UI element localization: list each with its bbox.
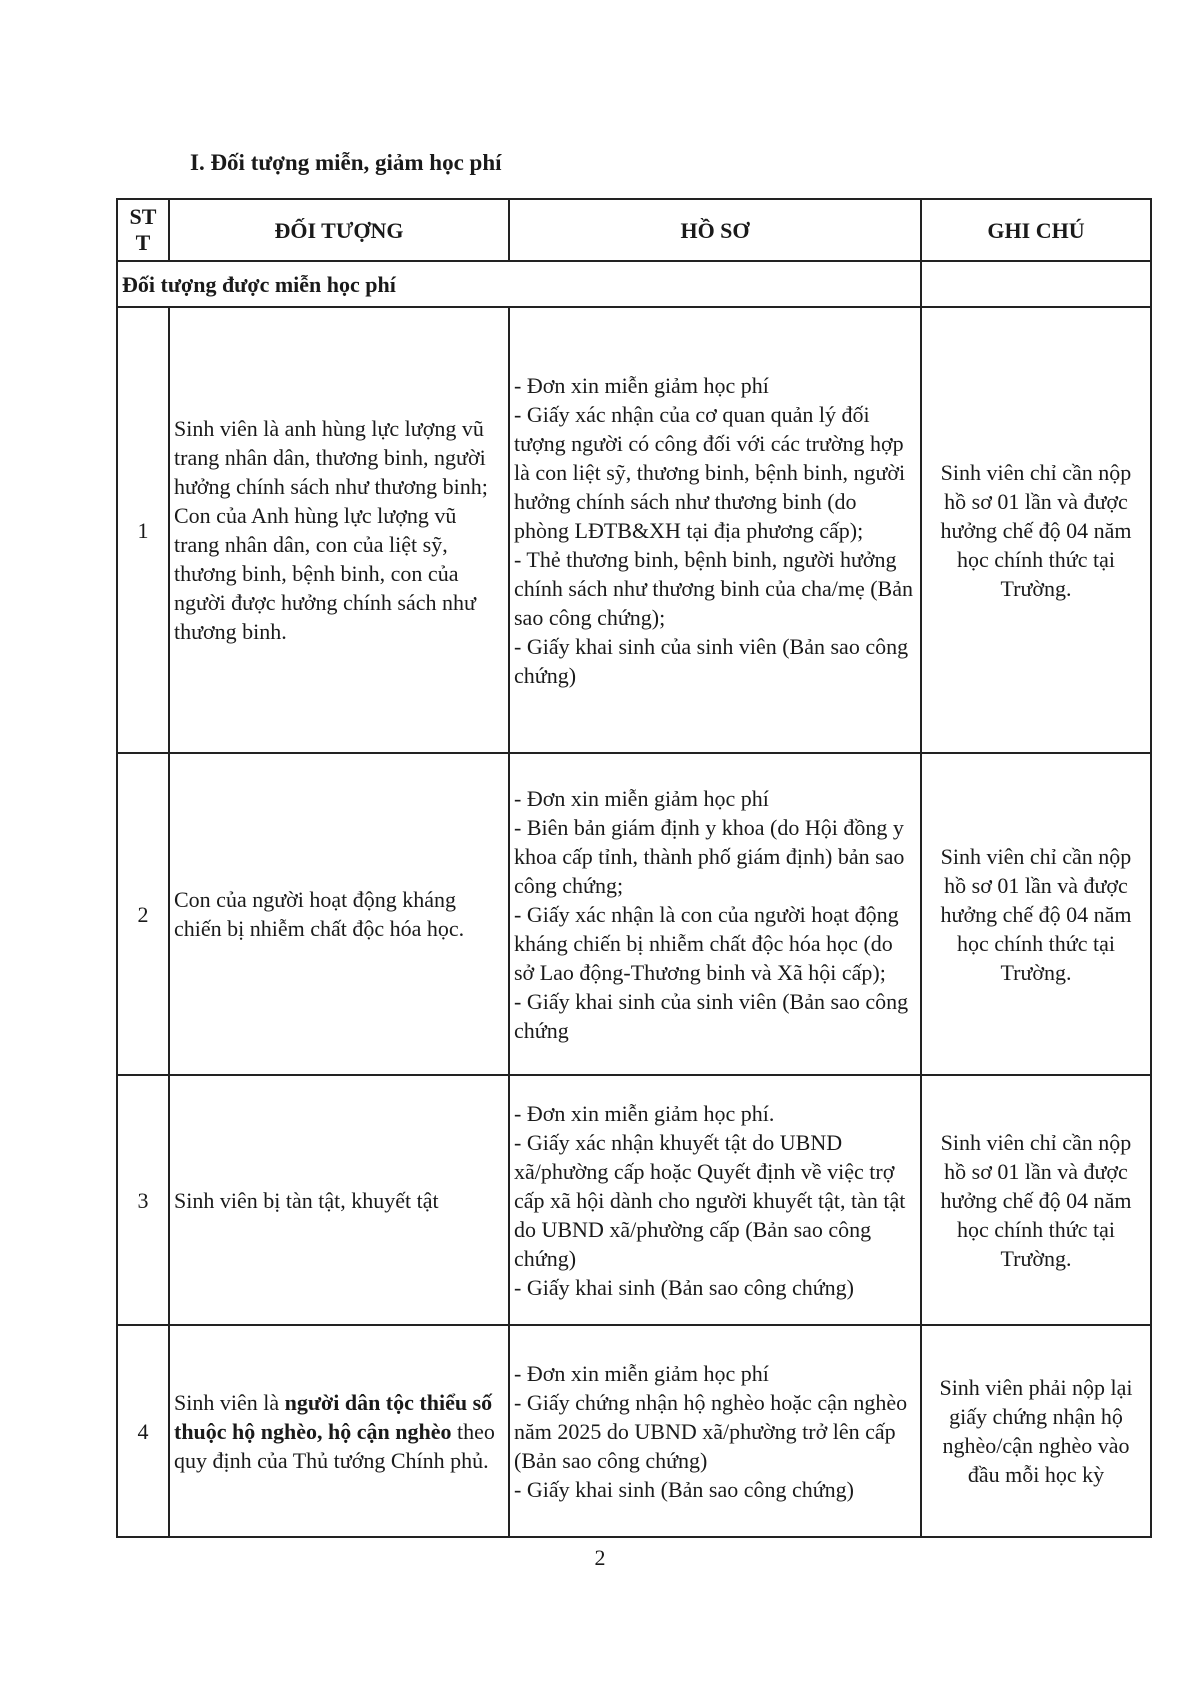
row-ho-so (509, 753, 921, 1075)
row-ho-so (509, 307, 921, 753)
ho-so-item: - Giấy xác nhận khuyết tật do UBND xã/phường cấp hoặc Quyết định về việc trợ cấp xã hội dành cho người khuyết tật, tàn tật do UBND xã/phường cấp (Bản sao công chứng) (514, 1129, 906, 1271)
ho-so-item: - Giấy xác nhận là con của người hoạt động kháng chiến bị nhiễm chất độc hóa học (do sở Lao động-Thương binh và Xã hội cấp); (514, 901, 899, 985)
row-stt: 4 (117, 1325, 169, 1537)
doi-tuong-bold: người dân tộc thiểu số thuộc hộ nghèo, hộ cận nghèo (174, 1389, 493, 1444)
section-empty-cell (921, 261, 1151, 307)
section-label: Đối tượng được miễn học phí (117, 261, 921, 307)
row-stt: 3 (117, 1075, 169, 1325)
table-row (117, 1325, 1151, 1537)
row-ghi-chu: Sinh viên chỉ cần nộp hồ sơ 01 lần và được hưởng chế độ 04 năm học chính thức tại Trường. (921, 753, 1151, 1075)
ho-so-item: - Đơn xin miễn giảm học phí (514, 785, 769, 811)
table-row (117, 307, 1151, 753)
ho-so-item: - Giấy khai sinh của sinh viên (Bản sao công chứng) (514, 633, 909, 688)
row-ghi-chu: Sinh viên chỉ cần nộp hồ sơ 01 lần và được hưởng chế độ 04 năm học chính thức tại Trường. (921, 1075, 1151, 1325)
header-ho-so: HỒ SƠ (509, 199, 921, 261)
row-doi-tuong: Con của người hoạt động kháng chiến bị nhiễm chất độc hóa học. (169, 753, 509, 1075)
ho-so-item: - Đơn xin miễn giảm học phí (514, 372, 769, 398)
ho-so-item: - Thẻ thương binh, bệnh binh, người hưởng chính sách như thương binh của cha/mẹ (Bản sao công chứng); (514, 546, 913, 630)
table-row (117, 753, 1151, 1075)
page-number: 2 (594, 1545, 606, 1570)
section-row (117, 261, 1151, 307)
row-doi-tuong: Sinh viên là anh hùng lực lượng vũ trang nhân dân, thương binh, người hưởng chính sách như thương binh; Con của Anh hùng lực lượng vũ trang nhân dân, con của liệt sỹ, thương binh, bệnh binh, con của người được hưởng chính sách như thương binh. (169, 307, 509, 753)
ho-so-item: - Giấy chứng nhận hộ nghèo hoặc cận nghèo năm 2025 do UBND xã/phường trở lên cấp (Bản sao công chứng) (514, 1389, 908, 1473)
ho-so-item: - Đơn xin miễn giảm học phí. (514, 1100, 775, 1126)
doi-tuong-suffix: theo quy định của Thủ tướng Chính phủ. (174, 1418, 495, 1473)
header-stt: ST T (117, 199, 169, 261)
row-ho-so (509, 1325, 921, 1537)
ho-so-item: - Giấy xác nhận của cơ quan quản lý đối tượng người có công đối với các trường hợp là con liệt sỹ, thương binh, bệnh binh, người hưởng chính sách như thương binh (do phòng LĐTB&XH tại địa phương cấp); (514, 401, 906, 543)
row-ghi-chu: Sinh viên phải nộp lại giấy chứng nhận hộ nghèo/cận nghèo vào đầu mỗi học kỳ (921, 1325, 1151, 1537)
ho-so-item: - Đơn xin miễn giảm học phí (514, 1360, 769, 1386)
section-title: I. Đối tượng miễn, giảm học phí (190, 150, 502, 175)
row-doi-tuong (169, 1325, 509, 1537)
row-ho-so (509, 1075, 921, 1325)
ho-so-item: - Giấy khai sinh (Bản sao công chứng) (514, 1274, 855, 1300)
row-stt: 2 (117, 753, 169, 1075)
header-ghi-chu: GHI CHÚ (921, 199, 1151, 261)
ho-so-item: - Biên bản giám định y khoa (do Hội đồng y khoa cấp tỉnh, thành phố giám định) bản sao công chứng; (514, 814, 905, 898)
header-doi-tuong: ĐỐI TƯỢNG (169, 199, 509, 261)
row-ghi-chu: Sinh viên chỉ cần nộp hồ sơ 01 lần và được hưởng chế độ 04 năm học chính thức tại Trường. (921, 307, 1151, 753)
row-stt: 1 (117, 307, 169, 753)
exemption-table (116, 198, 1152, 1538)
table-row (117, 1075, 1151, 1325)
doi-tuong-prefix: Sinh viên là (174, 1389, 285, 1415)
table-header-row (117, 199, 1151, 261)
ho-so-item: - Giấy khai sinh của sinh viên (Bản sao công chứng (514, 988, 909, 1043)
row-doi-tuong: Sinh viên bị tàn tật, khuyết tật (169, 1075, 509, 1325)
ho-so-item: - Giấy khai sinh (Bản sao công chứng) (514, 1476, 855, 1502)
